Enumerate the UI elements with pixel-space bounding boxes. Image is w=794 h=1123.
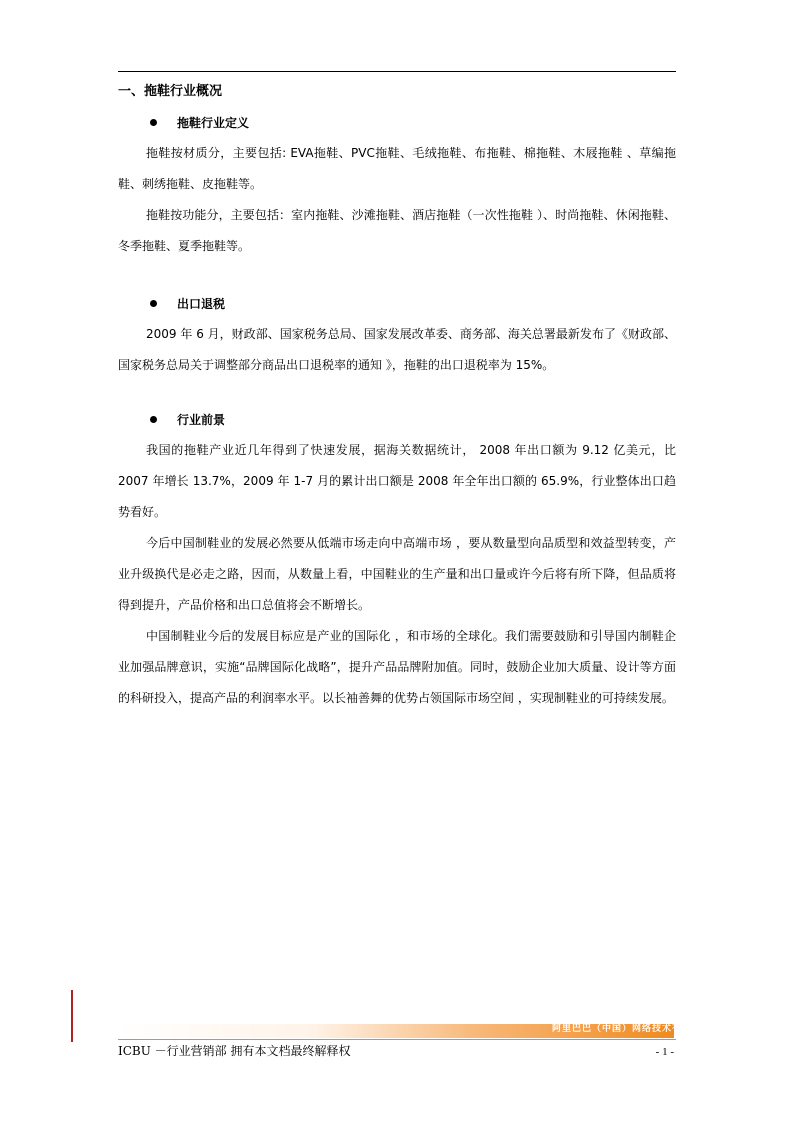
paragraph: 拖鞋按功能分，主要包括：室内拖鞋、沙滩拖鞋、酒店拖鞋（一次性拖鞋 ）、时尚拖鞋、休闲拖鞋、冬季拖鞋、夏季拖鞋等。	[118, 208, 676, 253]
bullet-icon	[150, 416, 157, 423]
footer-rule	[118, 1039, 676, 1040]
subsection-label: 拖鞋行业定义	[177, 116, 250, 130]
page-number: - 1 -	[655, 1046, 674, 1058]
margin-bar	[71, 990, 73, 1042]
subsection-label: 出口退税	[177, 297, 226, 311]
subsection-title-definition	[118, 112, 676, 134]
paragraph: 中国制鞋业今后的发展目标应是产业的国际化 ，和市场的全球化。我们需要鼓励和引导国内制鞋企业加强品牌意识，实施“品牌国际化战略”，提升产品品牌附加值。同时，鼓励企业加大质量、设计等方面的科研投入，提高产品的利润率水平。以长袖善舞的优势占领国际市场空间 ，实现制鞋业的可持续发展。	[118, 629, 676, 705]
document-body	[118, 80, 676, 714]
bullet-icon	[150, 300, 157, 307]
paragraph: 拖鞋按材质分，主要包括: EVA拖鞋、PVC拖鞋、毛绒拖鞋、布拖鞋、棉拖鞋、木屐拖鞋 、草编拖鞋、刺绣拖鞋、皮拖鞋等。	[118, 146, 676, 191]
section-title: 一、拖鞋行业概况	[118, 84, 223, 99]
subsection-label: 行业前景	[177, 413, 226, 427]
footer-brand: 阿里巴巴（中国）网络技术有限公司	[551, 1024, 712, 1034]
paragraph: 我国的拖鞋产业近几年得到了快速发展，据海关数据统计， 2008 年出口额为 9.12 亿美元，比 2007 年增长 13.7%，2009 年 1-7 月的累计出口额是 2008 年全年出口额的 65.9%，行业整体出口趋势看好。	[118, 443, 676, 519]
bullet-icon	[150, 119, 157, 126]
paragraph: 2009 年 6 月，财政部、国家税务总局、国家发展改革委、商务部、海关总署最新发布了《财政部、国家税务总局关于调整部分商品出口退税率的通知 》，拖鞋的出口退税率为 15%。	[118, 327, 676, 372]
subsection-title-export-rebate	[118, 293, 676, 315]
subsection-title-outlook	[118, 409, 676, 431]
header-rule	[118, 71, 676, 72]
paragraph: 今后中国制鞋业的发展必然要从低端市场走向中高端市场 ，要从数量型向品质型和效益型转变，产业升级换代是必走之路，因而，从数量上看，中国鞋业的生产量和出口量或许今后将有所下降，但品质将得到提升，产品价格和出口总值将会不断增长。	[118, 536, 676, 612]
footer-copyright: ICBU －行业营销部 拥有本文档最终解释权	[118, 1044, 351, 1058]
